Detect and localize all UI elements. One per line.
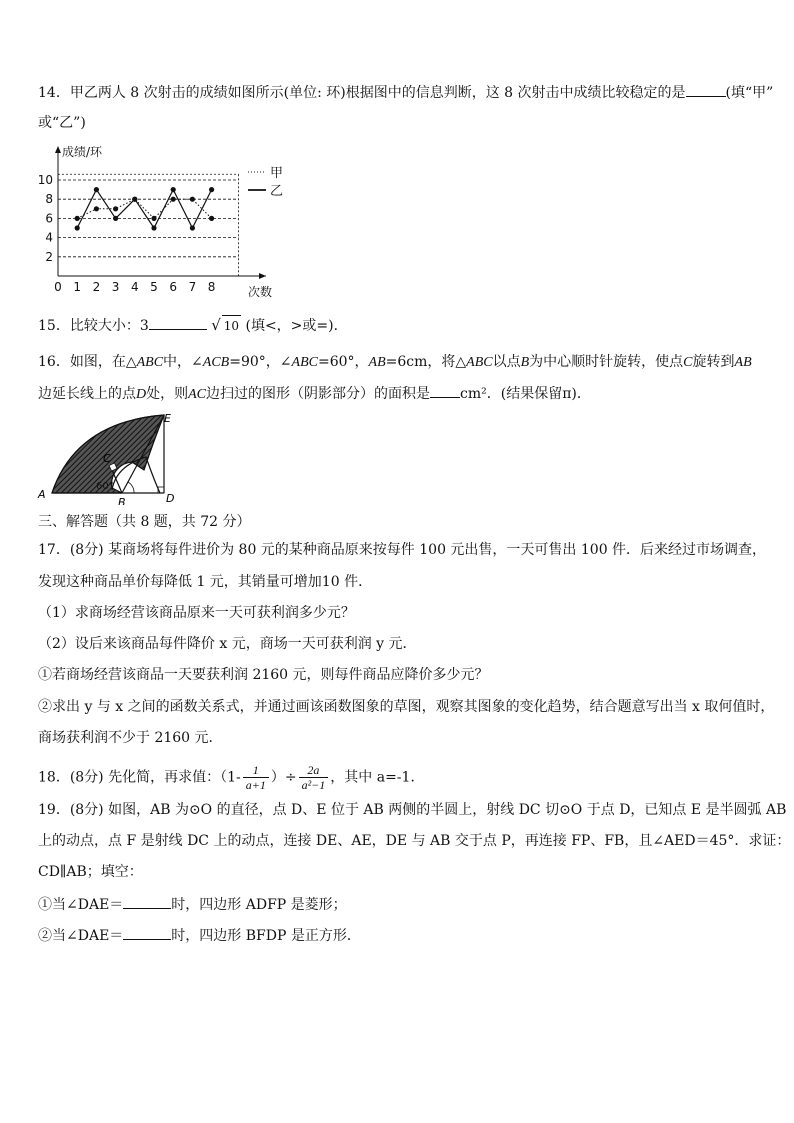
data-point bbox=[190, 197, 195, 202]
x-axis-label: 次数 bbox=[248, 285, 273, 299]
q16-line2: 边延长线上的点D处，则AC边扫过的图形（阴影部分）的面积是 cm²．(结果保留π)． bbox=[38, 383, 591, 405]
legend-label: 甲 bbox=[270, 166, 284, 181]
y-axis-arrow bbox=[55, 146, 61, 153]
x-tick-label: 3 bbox=[111, 280, 120, 294]
data-point bbox=[151, 216, 156, 221]
q15-text: 15．比较大小：3 bbox=[38, 318, 149, 334]
x-axis-arrow bbox=[259, 273, 266, 279]
y-tick-label: 2 bbox=[45, 249, 53, 264]
x-tick-label: 1 bbox=[73, 280, 82, 294]
q17-part2b: ②求出 y 与 x 之间的函数关系式，并通过画该函数图象的草图，观察其图象的变化趋势，结合题意写出当 x 取何值时， bbox=[38, 699, 775, 715]
q18-line: 18．(8分) 先化简，再求值：（1- $\frac{1}{a+1}$ ）÷ $\frac{2a}{\text{a²−1}}$ ，其中 a=-1． bbox=[38, 763, 425, 792]
label-C: C bbox=[103, 452, 111, 465]
q16-answer-blank[interactable] bbox=[430, 383, 460, 398]
q15-answer-blank[interactable] bbox=[149, 315, 207, 330]
section-3-heading: 三、解答题（共 8 题，共 72 分） bbox=[38, 514, 251, 530]
q19-fill2: ②当∠DAE＝ 时，四边形 BFDP 是正方形． bbox=[38, 925, 361, 946]
y-tick-label: 4 bbox=[45, 230, 53, 245]
data-point bbox=[113, 206, 118, 211]
y-axis-label: 成绩/环 bbox=[62, 145, 103, 159]
q17-part2: （2）设后来该商品每件降价 x 元，商场一天可获利润 y 元． bbox=[38, 636, 417, 652]
q14-text: 14．甲乙两人 8 次射击的成绩如图所示(单位: 环)根据图中的信息判断，这 8 次射击中成绩比较稳定的是 bbox=[38, 85, 686, 101]
data-point bbox=[209, 216, 214, 221]
data-point bbox=[151, 225, 156, 230]
data-point bbox=[209, 187, 214, 192]
y-tick-label: 6 bbox=[45, 211, 53, 226]
q15-radicand: 10 bbox=[222, 315, 241, 336]
shooting-score-chart bbox=[30, 142, 330, 302]
data-point bbox=[94, 206, 99, 211]
data-point bbox=[132, 197, 137, 202]
q16-geometry-figure bbox=[36, 410, 186, 505]
label-B: B bbox=[118, 496, 126, 505]
label-A: A bbox=[38, 488, 46, 501]
x-tick-label: 6 bbox=[169, 280, 178, 294]
data-point bbox=[190, 225, 195, 230]
x-tick-label: 0 bbox=[54, 280, 62, 294]
fraction-2: $\frac{2a}{\text{a²−1}}$ bbox=[299, 763, 329, 792]
q17-line2: 发现这种商品单价每降低 1 元，其销量可增加10 件． bbox=[38, 574, 373, 590]
angle-label: 60° bbox=[96, 481, 114, 492]
q19-line3: CD∥AB；填空： bbox=[38, 864, 143, 880]
data-point bbox=[171, 187, 176, 192]
q19-line2: 上的动点，点 F 是射线 DC 上的动点，连接 DE、AE，DE 与 AB 交于点 P，再连接 FP、FB，且∠AED＝45°．求证： bbox=[38, 833, 791, 849]
q14-answer-blank[interactable] bbox=[686, 82, 726, 97]
legend-label: 乙 bbox=[270, 184, 284, 199]
angle-arc bbox=[128, 482, 134, 493]
q16-line1: 16．如图，在△ABC中，∠ACB=90°，∠ABC=60°，AB=6cm，将△ABC以点B为中心顺时针旋转，使点C旋转到AB bbox=[38, 354, 752, 370]
q19-answer-blank-2[interactable] bbox=[123, 925, 171, 940]
data-point bbox=[75, 216, 80, 221]
q14-line1 bbox=[38, 82, 773, 103]
q17-part2a: ①若商场经营该商品一天要获利润 2160 元，则每件商品应降价多少元？ bbox=[38, 667, 489, 683]
q17-part1: （1）求商场经营该商品原来一天可获利润多少元？ bbox=[38, 605, 355, 621]
x-tick-label: 8 bbox=[207, 280, 216, 294]
q15-line bbox=[38, 315, 348, 336]
q14-line2: 或“乙”) bbox=[38, 115, 86, 131]
q19-line1: 19．(8分) 如图，AB 为⊙O 的直径，点 D、E 位于 AB 两侧的半圆上，射线 DC 切⊙O 于点 D，已知点 E 是半圆弧 AB bbox=[38, 802, 787, 818]
q15-suffix: (填<，>或=)． bbox=[245, 318, 348, 334]
q18-text: 18．(8分) 先化简，再求值：（1- bbox=[38, 769, 241, 786]
q14-text-end: (填“甲” bbox=[725, 85, 774, 101]
x-tick-label: 7 bbox=[188, 280, 197, 294]
data-point bbox=[75, 225, 80, 230]
data-point bbox=[94, 187, 99, 192]
data-point bbox=[113, 216, 118, 221]
fraction-1: $\frac{1}{a+1}$ bbox=[243, 763, 269, 792]
x-tick-label: 5 bbox=[150, 280, 158, 294]
y-tick-label: 8 bbox=[45, 192, 53, 207]
q19-answer-blank-1[interactable] bbox=[123, 894, 171, 909]
x-tick-label: 2 bbox=[92, 280, 101, 294]
label-D: D bbox=[166, 492, 175, 505]
x-tick-label: 4 bbox=[130, 280, 139, 294]
q17-part2b-cont: 商场获利润不少于 2160 元． bbox=[38, 730, 223, 746]
label-E: E bbox=[164, 412, 171, 425]
data-point bbox=[171, 197, 176, 202]
sqrt-sign: √ bbox=[211, 316, 221, 334]
q17-line1: 17．(8分) 某商场将每件进价为 80 元的某种商品原来按每件 100 元出售，一天可售出 100 件．后来经过市场调查， bbox=[38, 542, 767, 558]
q19-fill1: ①当∠DAE＝ 时，四边形 ADFP 是菱形； bbox=[38, 894, 347, 915]
y-tick-label: 10 bbox=[37, 173, 53, 187]
